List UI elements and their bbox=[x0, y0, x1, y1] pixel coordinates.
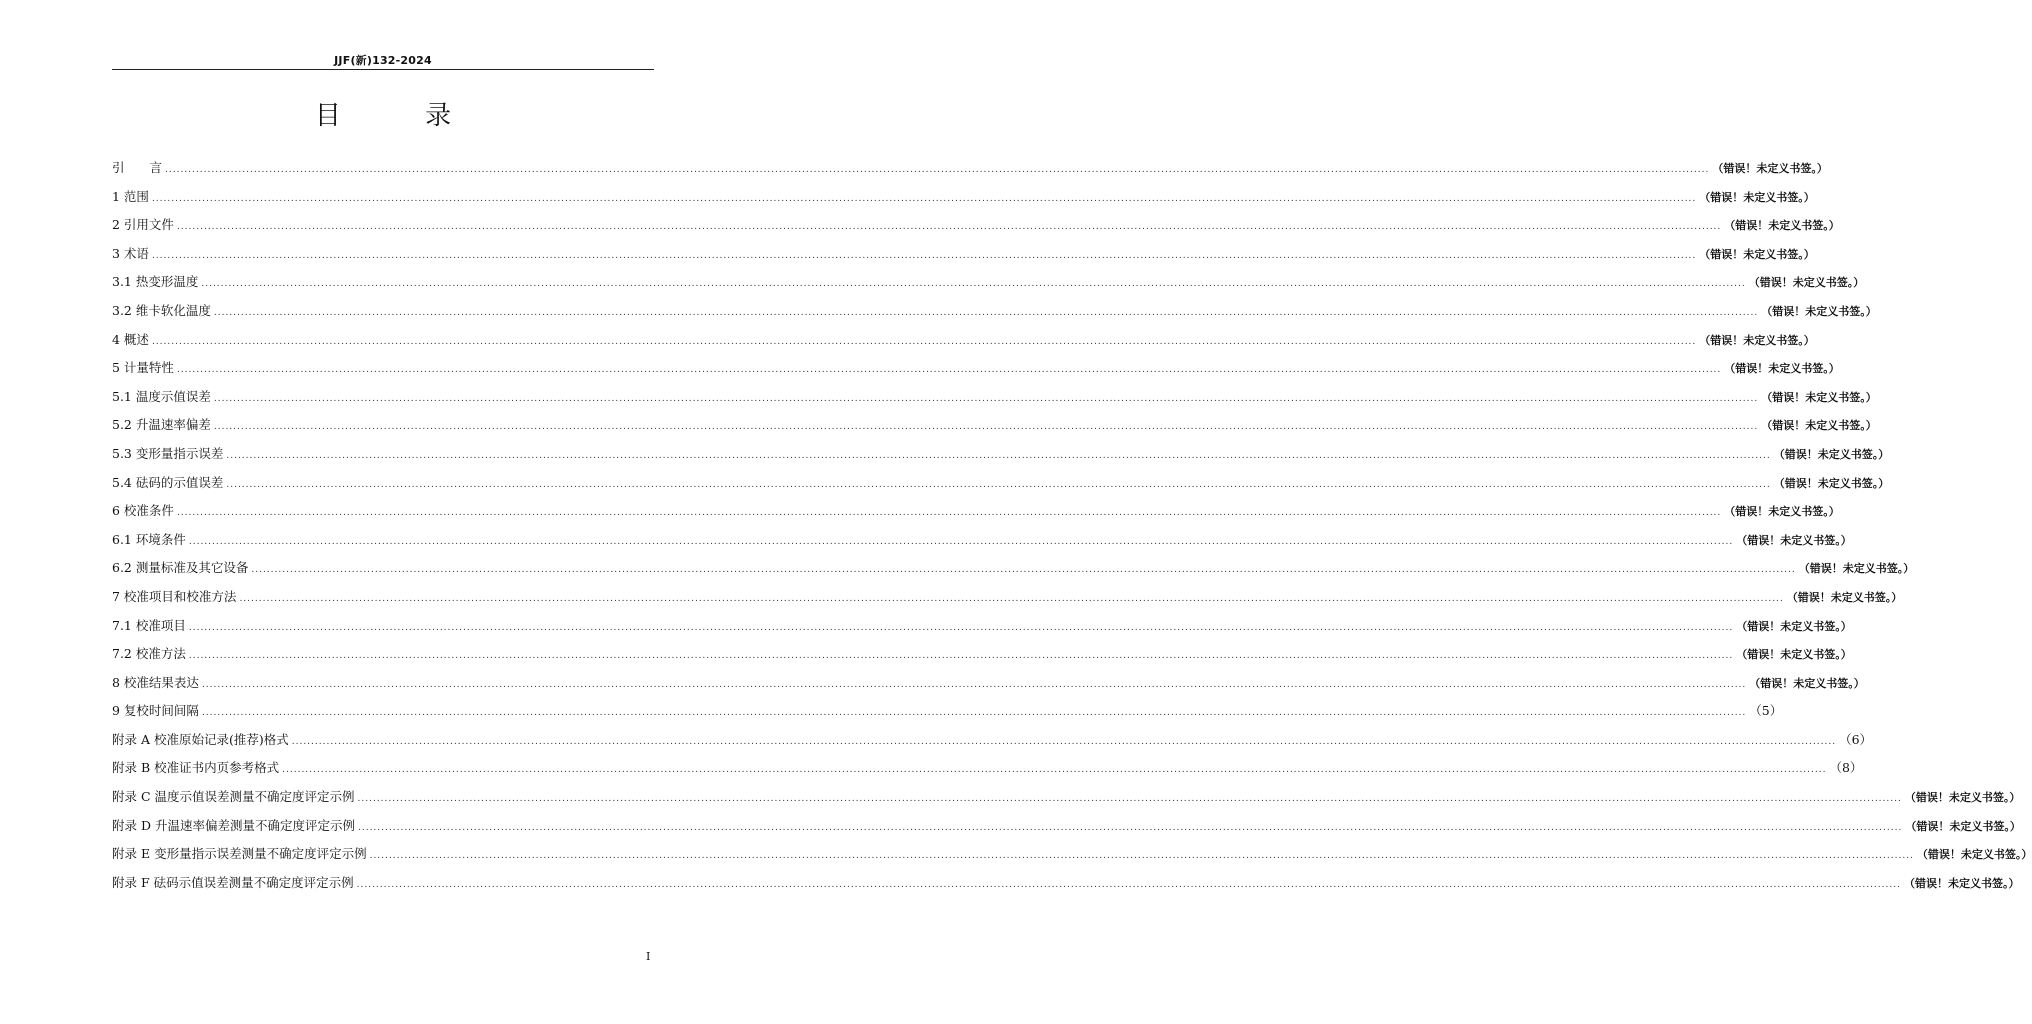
toc-entry-page: （错误！未定义书签。） bbox=[1724, 219, 1840, 233]
toc-entry-label: 附录 E 变形量指示误差测量不确定度评定示例 bbox=[112, 846, 367, 862]
toc-entry[interactable] bbox=[112, 640, 1852, 669]
dot-leader: ................................................................................................................................................................................................................................................................................................................................................................................................................ bbox=[357, 822, 1903, 833]
toc-entry-page: （错误！未定义书签。） bbox=[1798, 562, 1915, 576]
toc-entry[interactable] bbox=[112, 812, 2021, 841]
toc-entry-page: （错误！未定义书签。） bbox=[1699, 247, 1815, 261]
dot-leader: ................................................................................................................................................................................................................................................................................................................................................................................................................ bbox=[369, 851, 1914, 862]
dot-leader: ................................................................................................................................................................................................................................................................................................................................................................................................................ bbox=[151, 250, 1697, 261]
dot-leader: ................................................................................................................................................................................................................................................................................................................................................................................................................ bbox=[176, 508, 1722, 519]
dot-leader: ................................................................................................................................................................................................................................................................................................................................................................................................................ bbox=[357, 794, 1902, 805]
dot-leader: ................................................................................................................................................................................................................................................................................................................................................................................................................ bbox=[251, 565, 1796, 576]
toc-entry-label: 5.1 温度示值误差 bbox=[112, 388, 211, 404]
toc-entry[interactable] bbox=[112, 840, 2032, 869]
toc-entry-page: （错误！未定义书签。） bbox=[1724, 362, 1840, 376]
toc-entry-label: 附录 D 升温速率偏差测量不确定度评定示例 bbox=[112, 817, 355, 833]
dot-leader: ................................................................................................................................................................................................................................................................................................................................................................................................................ bbox=[201, 679, 1747, 690]
toc-entry-label: 8 校准结果表达 bbox=[112, 674, 199, 690]
page-title: 目 录 bbox=[314, 101, 490, 131]
toc-entry[interactable] bbox=[112, 154, 1828, 183]
toc-entry[interactable] bbox=[112, 754, 1863, 783]
dot-leader: ................................................................................................................................................................................................................................................................................................................................................................................................................ bbox=[282, 765, 1827, 776]
dot-leader: ................................................................................................................................................................................................................................................................................................................................................................................................................ bbox=[188, 622, 1734, 633]
toc-entry-page: （错误！未定义书签。） bbox=[1773, 476, 1890, 490]
toc-entry-page: （错误！未定义书签。） bbox=[1749, 676, 1865, 690]
toc-entry[interactable] bbox=[112, 268, 1865, 297]
toc-entry[interactable] bbox=[112, 726, 1873, 755]
toc-entry-label: 3 术语 bbox=[112, 245, 149, 261]
toc-entry-label: 附录 F 砝码示值误差测量不确定度评定示例 bbox=[112, 874, 354, 890]
toc-entry-label: 附录 C 温度示值误差测量不确定度评定示例 bbox=[112, 789, 355, 805]
dot-leader: ................................................................................................................................................................................................................................................................................................................................................................................................................ bbox=[213, 393, 1759, 404]
toc-entry-label: 5.3 变形量指示误差 bbox=[112, 445, 224, 461]
toc-entry-page: （错误！未定义书签。） bbox=[1736, 648, 1852, 662]
toc-entry-page: （错误！未定义书签。） bbox=[1905, 819, 2021, 833]
toc-entry-label: 1 范围 bbox=[112, 188, 149, 204]
toc-entry[interactable] bbox=[112, 783, 2021, 812]
toc-entry-label: 3.2 维卡软化温度 bbox=[112, 302, 211, 318]
toc-entry-label: 7.1 校准项目 bbox=[112, 617, 186, 633]
toc-entry-page: （8） bbox=[1829, 760, 1863, 776]
toc-entry-page: （错误！未定义书签。） bbox=[1916, 848, 2032, 862]
dot-leader: ................................................................................................................................................................................................................................................................................................................................................................................................................ bbox=[176, 365, 1722, 376]
toc-entry-label: 7.2 校准方法 bbox=[112, 646, 186, 662]
toc-entry[interactable] bbox=[112, 326, 1815, 355]
toc-entry-page: （错误！未定义书签。） bbox=[1904, 791, 2021, 805]
toc-entry[interactable] bbox=[112, 211, 1840, 240]
dot-leader: ................................................................................................................................................................................................................................................................................................................................................................................................................ bbox=[188, 651, 1734, 662]
toc-entry-page: （错误！未定义书签。） bbox=[1786, 590, 1903, 604]
toc-entry[interactable] bbox=[112, 669, 1865, 698]
toc-entry-label: 5.4 砝码的示值误差 bbox=[112, 474, 224, 490]
toc-entry-label: 6 校准条件 bbox=[112, 503, 174, 519]
dot-leader: ................................................................................................................................................................................................................................................................................................................................................................................................................ bbox=[176, 222, 1722, 233]
dot-leader: ................................................................................................................................................................................................................................................................................................................................................................................................................ bbox=[165, 165, 1710, 175]
toc-entry[interactable] bbox=[112, 697, 1783, 726]
toc-entry-label: 5 计量特性 bbox=[112, 360, 174, 376]
dot-leader: ................................................................................................................................................................................................................................................................................................................................................................................................................ bbox=[151, 336, 1697, 347]
toc-entry-label: 3.1 热变形温度 bbox=[112, 274, 199, 290]
toc-entry-page: （错误！未定义书签。） bbox=[1748, 276, 1865, 290]
dot-leader: ................................................................................................................................................................................................................................................................................................................................................................................................................ bbox=[213, 307, 1759, 318]
toc-entry-label: 2 引用文件 bbox=[112, 217, 174, 233]
toc-entry-page: （6） bbox=[1839, 731, 1873, 747]
dot-leader: ................................................................................................................................................................................................................................................................................................................................................................................................................ bbox=[201, 708, 1747, 719]
toc-entry[interactable] bbox=[112, 497, 1840, 526]
page-number: I bbox=[646, 950, 651, 963]
toc-entry[interactable] bbox=[112, 526, 1852, 555]
toc-entry-label: 7 校准项目和校准方法 bbox=[112, 588, 237, 604]
toc-entry[interactable] bbox=[112, 554, 1915, 583]
toc-entry[interactable] bbox=[112, 354, 1840, 383]
toc-entry[interactable] bbox=[112, 869, 2020, 898]
running-header: JJF(新)132-2024 bbox=[334, 54, 432, 67]
header-rule bbox=[112, 69, 654, 70]
dot-leader: ................................................................................................................................................................................................................................................................................................................................................................................................................ bbox=[151, 193, 1697, 204]
table-of-contents bbox=[112, 154, 2032, 897]
dot-leader: ................................................................................................................................................................................................................................................................................................................................................................................................................ bbox=[188, 536, 1734, 547]
toc-entry[interactable] bbox=[112, 183, 1815, 212]
toc-entry[interactable] bbox=[112, 383, 1877, 412]
toc-entry-label: 附录 B 校准证书内页参考格式 bbox=[112, 760, 280, 776]
toc-entry-page: （错误！未定义书签。） bbox=[1736, 619, 1852, 633]
toc-entry-page: （5） bbox=[1749, 703, 1783, 719]
toc-entry[interactable] bbox=[112, 411, 1877, 440]
toc-entry-label: 9 复校时间间隔 bbox=[112, 703, 199, 719]
toc-entry[interactable] bbox=[112, 469, 1890, 498]
toc-entry-label: 引 言 bbox=[112, 160, 163, 175]
toc-entry-page: （错误！未定义书签。） bbox=[1724, 505, 1840, 519]
dot-leader: ................................................................................................................................................................................................................................................................................................................................................................................................................ bbox=[291, 736, 1837, 747]
dot-leader: ................................................................................................................................................................................................................................................................................................................................................................................................................ bbox=[239, 593, 1784, 604]
toc-entry[interactable] bbox=[112, 612, 1852, 641]
dot-leader: ................................................................................................................................................................................................................................................................................................................................................................................................................ bbox=[356, 879, 1901, 890]
toc-entry[interactable] bbox=[112, 240, 1815, 269]
dot-leader: ................................................................................................................................................................................................................................................................................................................................................................................................................ bbox=[226, 450, 1771, 461]
dot-leader: ................................................................................................................................................................................................................................................................................................................................................................................................................ bbox=[213, 422, 1759, 433]
toc-entry-page: （错误！未定义书签。） bbox=[1903, 876, 2020, 890]
toc-entry-page: （错误！未定义书签。） bbox=[1699, 190, 1815, 204]
dot-leader: ................................................................................................................................................................................................................................................................................................................................................................................................................ bbox=[226, 479, 1771, 490]
toc-entry-page: （错误！未定义书签。） bbox=[1736, 533, 1852, 547]
toc-entry-page: （错误！未定义书签。） bbox=[1699, 333, 1815, 347]
dot-leader: ................................................................................................................................................................................................................................................................................................................................................................................................................ bbox=[201, 279, 1746, 290]
toc-entry[interactable] bbox=[112, 583, 1903, 612]
toc-entry-page: （错误！未定义书签。） bbox=[1712, 162, 1828, 175]
toc-entry-label: 4 概述 bbox=[112, 331, 149, 347]
toc-entry-page: （错误！未定义书签。） bbox=[1773, 447, 1890, 461]
toc-entry-page: （错误！未定义书签。） bbox=[1761, 304, 1877, 318]
toc-entry-page: （错误！未定义书签。） bbox=[1761, 419, 1877, 433]
toc-entry[interactable] bbox=[112, 297, 1877, 326]
toc-entry-page: （错误！未定义书签。） bbox=[1761, 390, 1877, 404]
toc-entry-label: 5.2 升温速率偏差 bbox=[112, 417, 211, 433]
toc-entry-label: 6.1 环境条件 bbox=[112, 531, 186, 547]
toc-entry-label: 附录 A 校准原始记录(推荐)格式 bbox=[112, 731, 289, 747]
toc-entry-label: 6.2 测量标准及其它设备 bbox=[112, 560, 249, 576]
toc-entry[interactable] bbox=[112, 440, 1890, 469]
